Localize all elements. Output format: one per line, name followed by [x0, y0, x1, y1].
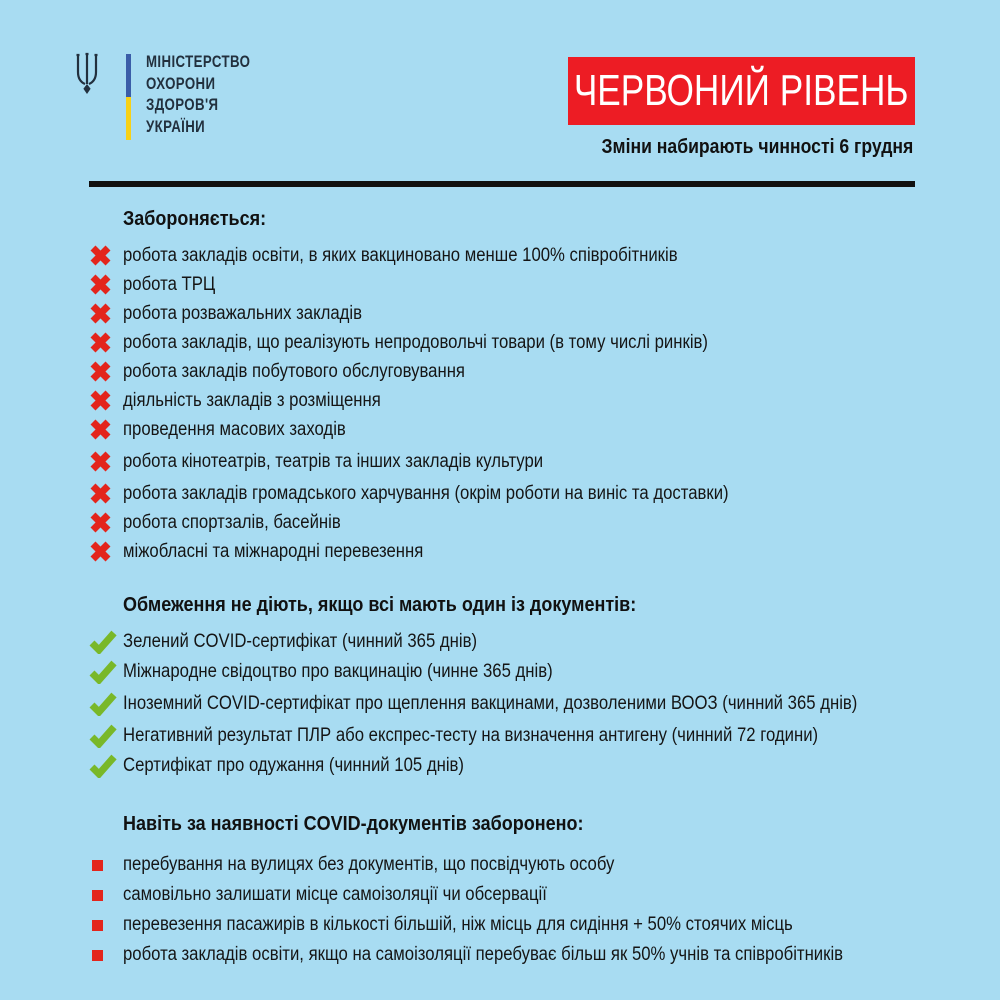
- list-item-text: робота закладів освіти, в яких вакциновано менше 100% співробітників: [123, 244, 678, 266]
- list-item: [89, 940, 915, 970]
- list-item: [89, 447, 915, 476]
- ministry-name-line: ЗДОРОВ'Я: [146, 95, 219, 114]
- list-item-text: робота розважальних закладів: [123, 302, 363, 324]
- list-item: [89, 689, 915, 719]
- flag-bar-yellow: [126, 97, 131, 140]
- x-icon: [89, 331, 123, 354]
- list-item: [89, 328, 915, 357]
- ministry-name-line: УКРАЇНИ: [146, 116, 206, 136]
- list-item-text: робота кінотеатрів, театрів та інших закладів культури: [123, 450, 544, 472]
- trident-icon: [72, 52, 102, 96]
- flag-bar-blue: [126, 54, 131, 97]
- list-item-text: Міжнародне свідоцтво про вакцинацію (чинне 365 днів): [123, 661, 553, 682]
- list-item-text: самовільно залишати місце самоізоляції чи обсервації: [123, 884, 547, 905]
- list-item-text: робота закладів освіти, якщо на самоізоляції перебуває більш як 50% учнів та співробітників: [123, 944, 844, 965]
- square-icon: [89, 890, 123, 901]
- list-item-text: діяльність закладів з розміщення: [123, 389, 381, 411]
- list-item: [89, 850, 915, 880]
- always-prohibited-list: [89, 850, 915, 970]
- x-icon: [89, 360, 123, 383]
- list-item-text: робота закладів громадського харчування (окрім роботи на виніс та доставки): [123, 482, 729, 504]
- list-item-text: Іноземний COVID-сертифікат про щеплення вакцинами, дозволеними ВООЗ (чинний 365 днів): [123, 693, 858, 714]
- list-item-text: Сертифікат про одужання (чинний 105 днів): [123, 755, 464, 776]
- check-icon: [89, 754, 123, 778]
- list-item-text: Зелений COVID-сертифікат (чинний 365 днів): [123, 631, 478, 652]
- ministry-name-line: МІНІСТЕРСТВО: [146, 52, 251, 71]
- x-icon: [89, 511, 123, 534]
- list-item: [89, 537, 915, 566]
- red-level-banner: [568, 57, 915, 125]
- prohibited-list: [89, 241, 915, 566]
- list-item-text: перебування на вулицях без документів, що посвідчують особу: [123, 854, 615, 875]
- section-exemptions: [89, 594, 915, 781]
- list-item-text: проведення масових заходів: [123, 418, 346, 440]
- section-heading: Навіть за наявності COVID-документів заборонено:: [123, 813, 584, 835]
- list-item-text: робота ТРЦ: [123, 273, 216, 295]
- list-item-text: міжобласні та міжнародні перевезення: [123, 540, 424, 562]
- list-item: [89, 386, 915, 415]
- list-item-text: робота закладів побутового обслуговування: [123, 360, 465, 382]
- list-item-text: Негативний результат ПЛР або експрес-тесту на визначення антигену (чинний 72 години): [123, 725, 819, 746]
- effective-date-subtitle: Зміни набирають чинності 6 грудня: [601, 136, 913, 158]
- list-item: [89, 299, 915, 328]
- list-item: [89, 880, 915, 910]
- list-item-text: перевезення пасажирів в кількості більшій, ніж місць для сидіння + 50% стоячих місць: [123, 914, 793, 935]
- square-icon: [89, 950, 123, 961]
- list-item: [89, 751, 915, 781]
- flag-bar: [126, 54, 131, 140]
- list-item: [89, 627, 915, 657]
- x-icon: [89, 482, 123, 505]
- square-icon: [89, 860, 123, 871]
- list-item: [89, 270, 915, 299]
- check-icon: [89, 692, 123, 716]
- x-icon: [89, 273, 123, 296]
- content: [89, 208, 915, 970]
- x-icon: [89, 244, 123, 267]
- list-item: [89, 415, 915, 444]
- check-icon: [89, 660, 123, 684]
- list-item: [89, 910, 915, 940]
- x-icon: [89, 540, 123, 563]
- section-heading: Обмеження не діють, якщо всі мають один із документів:: [123, 594, 637, 616]
- list-item: [89, 721, 915, 751]
- list-item: [89, 657, 915, 687]
- list-item: [89, 508, 915, 537]
- banner-title: ЧЕРВОНИЙ РІВЕНЬ: [574, 66, 909, 115]
- check-icon: [89, 724, 123, 748]
- list-item: [89, 479, 915, 508]
- exemptions-list: [89, 627, 915, 781]
- x-icon: [89, 302, 123, 325]
- list-item: [89, 241, 915, 270]
- x-icon: [89, 389, 123, 412]
- section-heading: Забороняється:: [123, 208, 267, 230]
- ministry-name-line: ОХОРОНИ: [146, 73, 216, 93]
- ministry-logo: [72, 48, 280, 140]
- list-item-text: робота закладів, що реалізують непродовольчі товари (в тому числі ринків): [123, 331, 708, 353]
- check-icon: [89, 630, 123, 654]
- ministry-name: [146, 51, 250, 137]
- section-always-prohibited: [89, 813, 915, 970]
- x-icon: [89, 418, 123, 441]
- square-icon: [89, 920, 123, 931]
- list-item-text: робота спортзалів, басейнів: [123, 511, 341, 533]
- x-icon: [89, 450, 123, 473]
- section-prohibited: [89, 208, 915, 566]
- divider-line: [89, 181, 915, 187]
- list-item: [89, 357, 915, 386]
